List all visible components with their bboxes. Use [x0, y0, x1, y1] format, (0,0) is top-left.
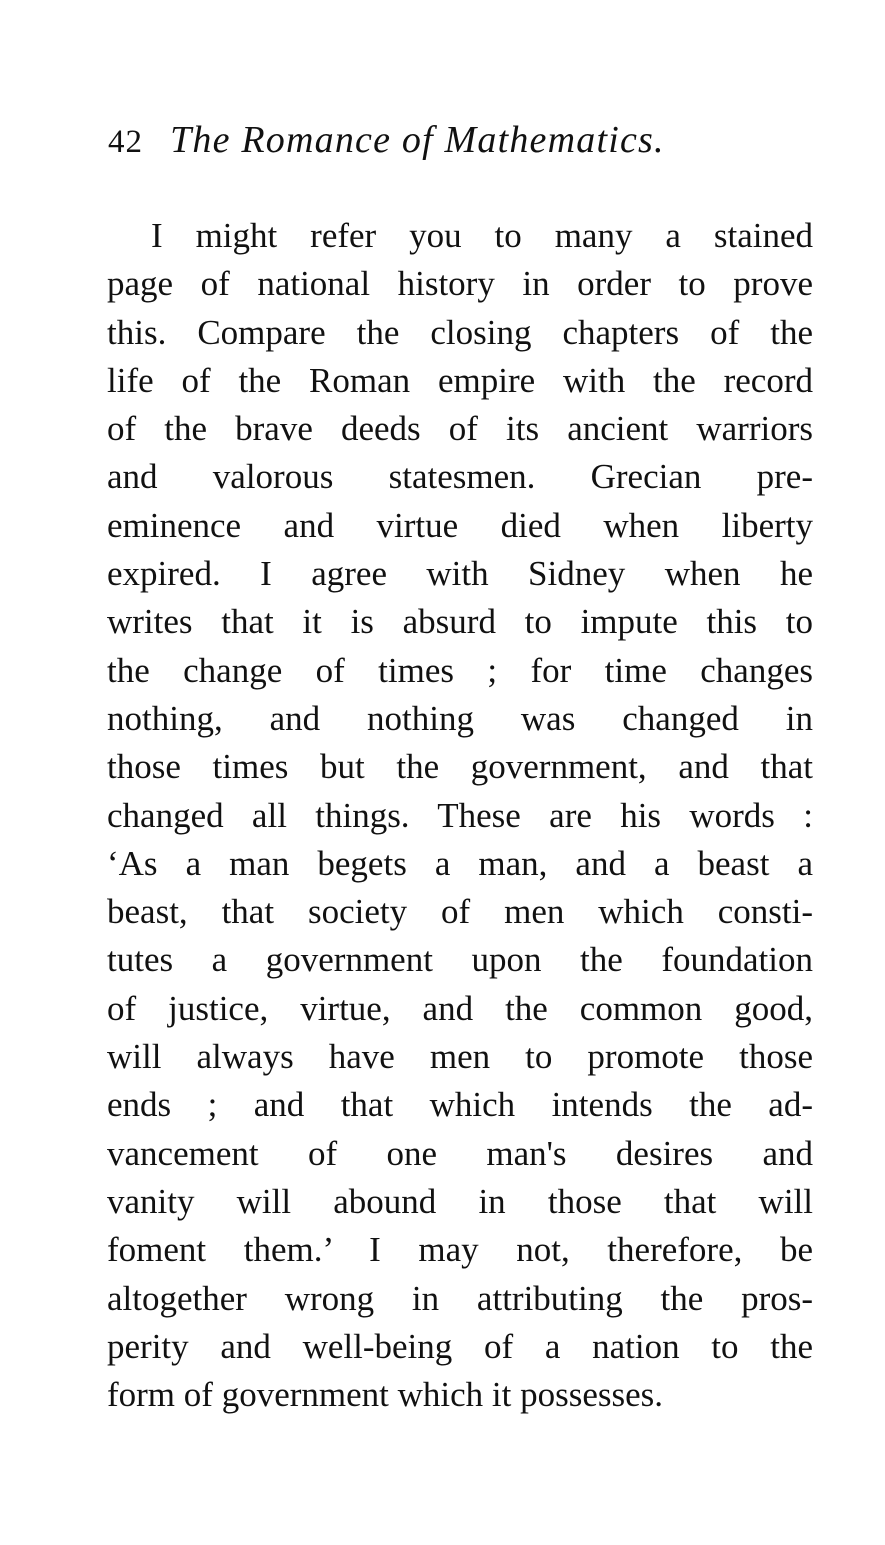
text-line: the change of times ; for time changes [107, 650, 813, 690]
text-line: vanity will abound in those that will [107, 1181, 813, 1221]
text-line: altogether wrong in attributing the pros- [107, 1278, 813, 1318]
text-line: those times but the government, and that [107, 747, 813, 787]
text-line: changed all things. These are his words : [107, 795, 813, 835]
text-line: tutes a government upon the foundation [107, 940, 813, 980]
page-number: 42 [108, 124, 143, 160]
running-head [108, 118, 808, 168]
text-line: of justice, virtue, and the common good, [107, 988, 813, 1028]
text-line: writes that it is absurd to impute this to [107, 602, 813, 642]
book-title: The Romance of Mathematics. [170, 119, 665, 161]
text-line: I might refer you to many a stained [151, 216, 813, 255]
text-line: eminence and virtue died when liberty [107, 505, 813, 545]
text-line: this. Compare the closing chapters of the [107, 312, 813, 352]
text-line: vancement of one man's desires and [107, 1133, 813, 1173]
text-line: perity and well-being of a nation to the [107, 1326, 813, 1366]
text-line: foment them.’ I may not, therefore, be [107, 1230, 813, 1270]
text-line: ‘As a man begets a man, and a beast a [107, 843, 813, 883]
text-line: of the brave deeds of its ancient warriors [107, 409, 813, 449]
text-line: form of government which it possesses. [107, 1375, 664, 1415]
text-line: beast, that society of men which consti- [107, 892, 813, 932]
text-line: page of national history in order to prove [107, 264, 813, 304]
text-line: and valorous statesmen. Grecian pre- [107, 457, 813, 497]
text-line: expired. I agree with Sidney when he [107, 554, 813, 594]
text-line: will always have men to promote those [107, 1037, 813, 1077]
text-line: ends ; and that which intends the ad- [107, 1085, 813, 1125]
text-line: life of the Roman empire with the record [107, 360, 813, 400]
body-paragraph [107, 212, 813, 1419]
text-line: nothing, and nothing was changed in [107, 698, 813, 738]
